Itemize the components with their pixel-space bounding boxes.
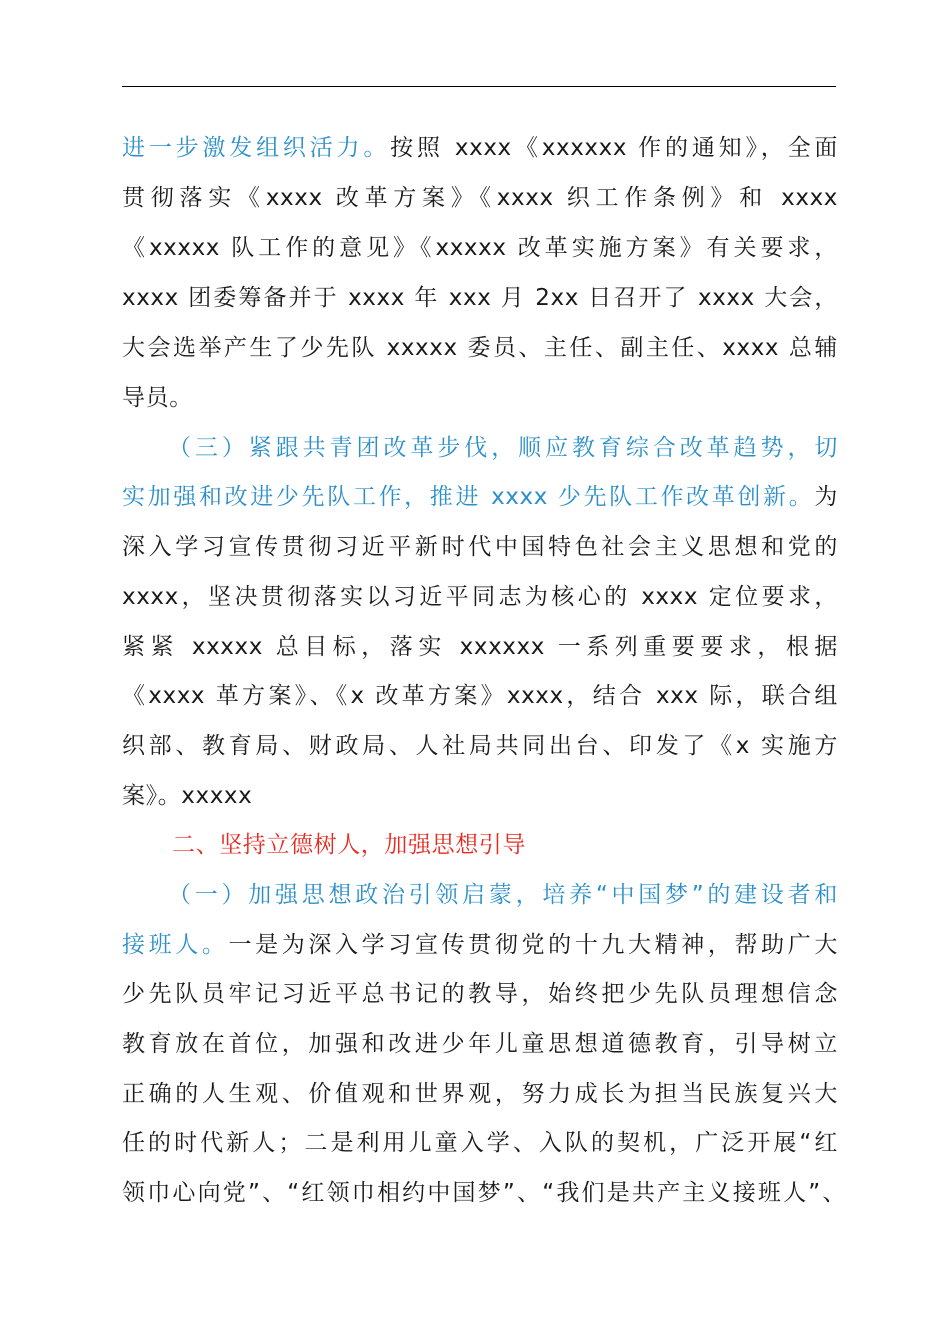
text-line: xxxx，坚决贯彻落实以习近平同志为核心的 xxxx 定位要求，: [122, 584, 838, 610]
text-line: 案》。xxxxx: [122, 783, 253, 809]
section-heading: （一）加强思想政治引领启蒙，培养“中国梦”的建设者和: [168, 882, 838, 908]
header-rule: [122, 86, 836, 87]
text-line: 进一步激发组织活力。按照 xxxx《xxxxxx 作的通知》，全面: [122, 135, 838, 161]
text-line: xxxx 团委筹备并于 xxxx 年 xxx 月 2xx 日召开了 xxxx 大会，: [122, 285, 838, 311]
text-line: 导员。: [122, 385, 193, 411]
text-line: 任的时代新人；二是利用儿童入学、入队的契机，广泛开展“红: [122, 1130, 838, 1156]
section-heading: 接班人。一是为深入学习宣传贯彻党的十九大精神，帮助广大: [122, 932, 838, 958]
section-heading: 实加强和改进少先队工作，推进 xxxx 少先队工作改革创新。为: [122, 484, 838, 510]
text-line: 深入学习宣传贯彻习近平新时代中国特色社会主义思想和党的: [122, 534, 838, 560]
text-line: 少先队员牢记习近平总书记的教导，始终把少先队员理想信念: [122, 981, 838, 1007]
text-line: 大会选举产生了少先队 xxxxx 委员、主任、副主任、xxxx 总辅: [122, 335, 838, 361]
text-line: 贯彻落实《xxxx 改革方案》《xxxx 织工作条例》和 xxxx: [122, 185, 838, 211]
chapter-heading: 二、坚持立德树人，加强思想引导: [172, 832, 526, 858]
text-line: 紧紧 xxxxx 总目标，落实 xxxxxx 一系列重要要求，根据: [122, 634, 838, 660]
text-line: 领巾心向党”、“红领巾相约中国梦”、“我们是共产主义接班人”、: [122, 1180, 846, 1206]
text-line: 织部、教育局、财政局、人社局共同出台、印发了《x 实施方: [122, 733, 838, 759]
section-heading: （三）紧跟共青团改革步伐，顺应教育综合改革趋势，切: [168, 435, 838, 461]
text-line: 《xxxx 革方案》、《x 改革方案》xxxx，结合 xxx 际，联合组: [122, 683, 838, 709]
text-line: 《xxxxx 队工作的意见》《xxxxx 改革实施方案》有关要求，: [122, 235, 838, 261]
text-line: 教育放在首位，加强和改进少年儿童思想道德教育，引导树立: [122, 1031, 838, 1057]
text-line: 正确的人生观、价值观和世界观，努力成长为担当民族复兴大: [122, 1081, 838, 1107]
